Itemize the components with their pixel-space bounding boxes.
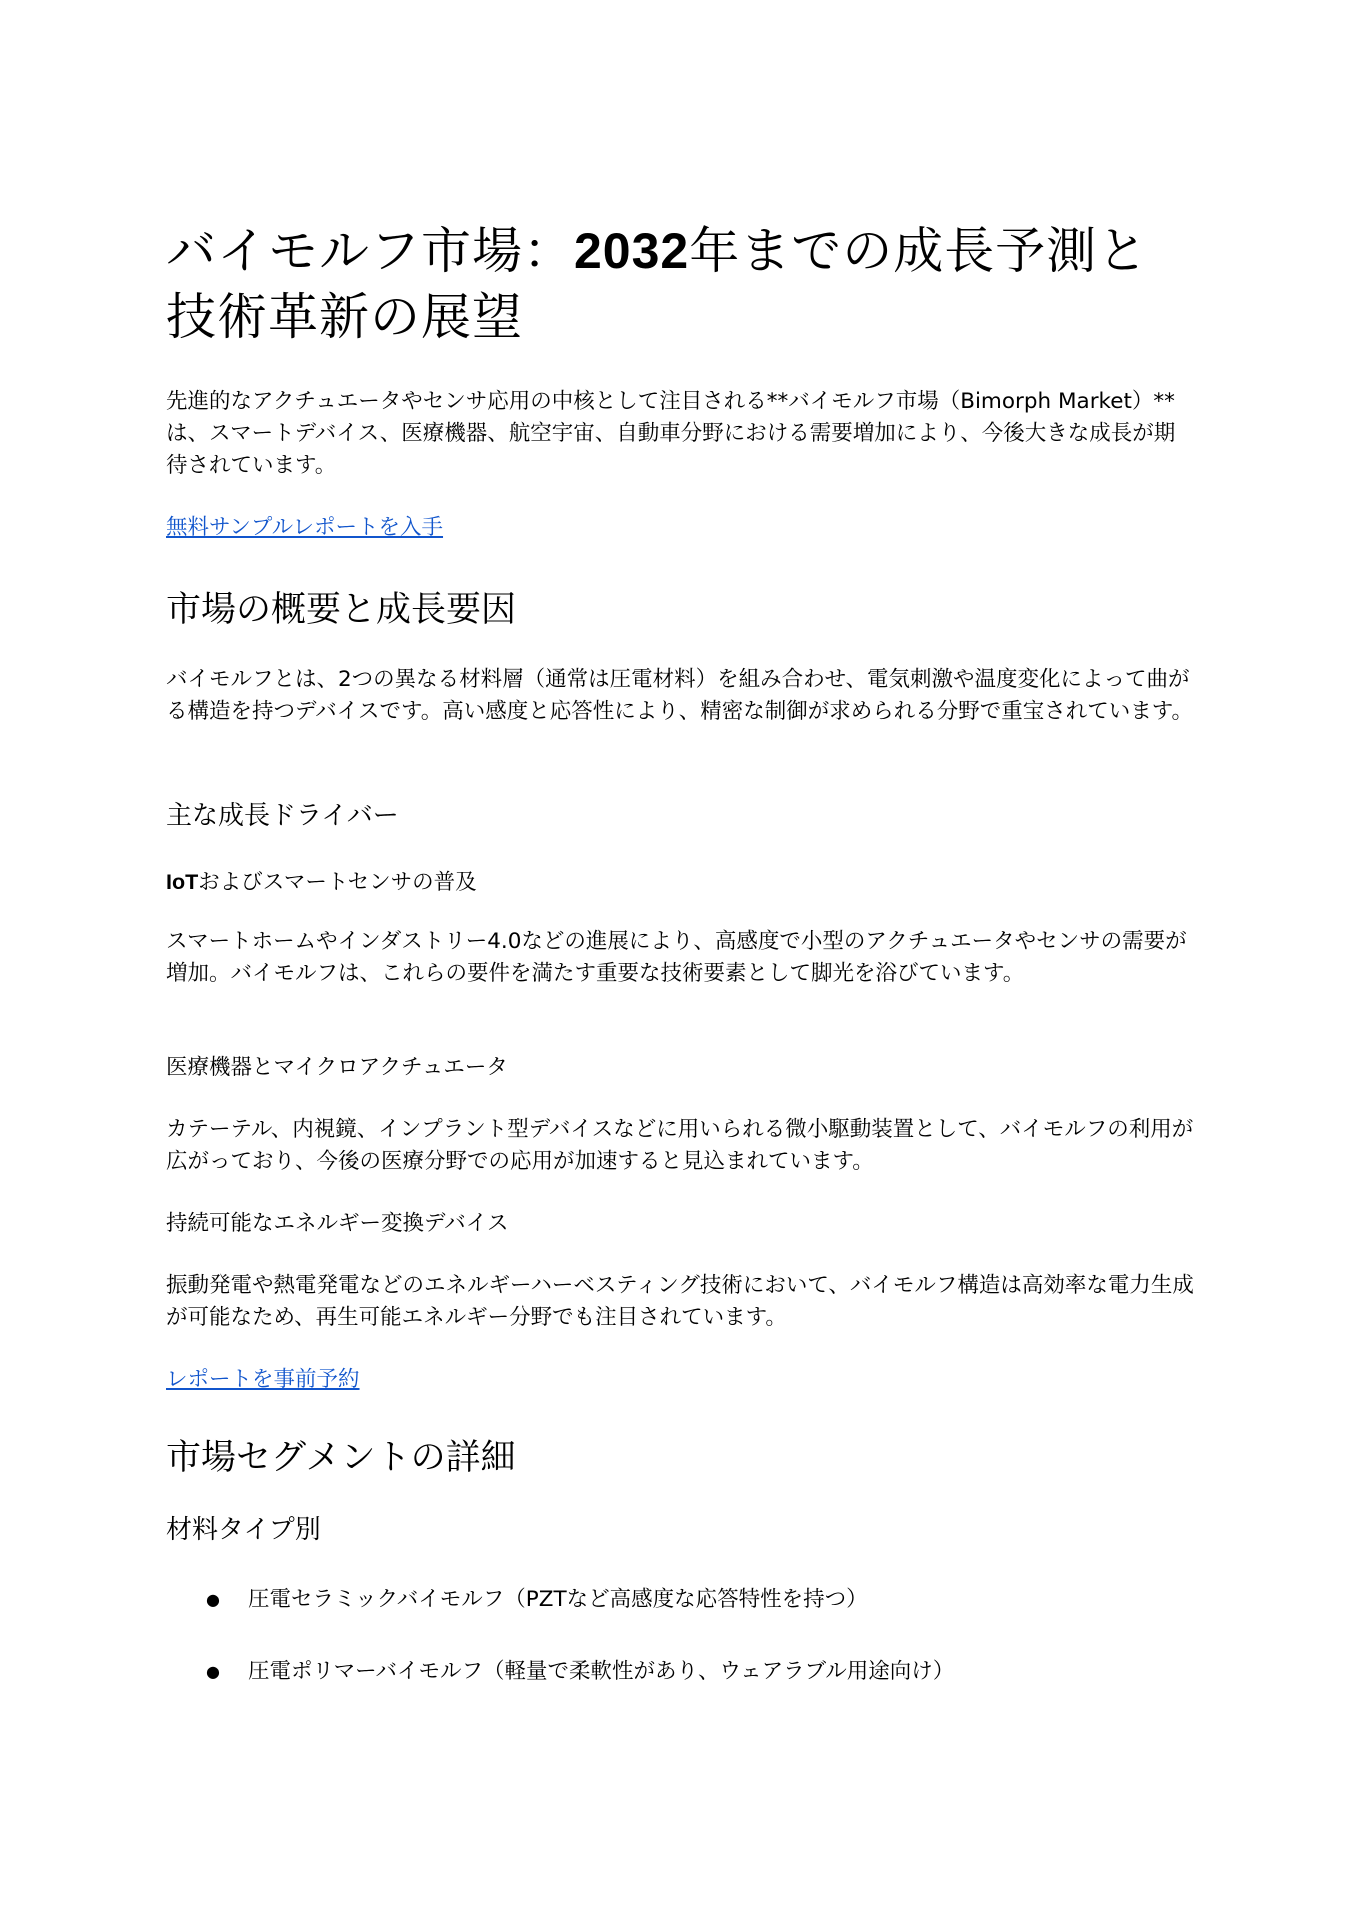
title-part2: 年までの成長予測と技術革新の展望 <box>166 222 1149 346</box>
list-item-text: 圧電ポリマーバイモルフ（軽量で柔軟性があり、ウェアラブル用途向け） <box>248 1659 955 1684</box>
material-type-list <box>166 1584 1196 1688</box>
driver-label-iot-rest: およびスマートセンサの普及 <box>198 870 477 895</box>
driver-label-iot <box>166 866 477 899</box>
subheading-material-type: 材料タイプ別 <box>166 1515 321 1545</box>
subheading-growth-drivers: 主な成長ドライバー <box>166 801 399 831</box>
bullet-icon: ● <box>206 1590 220 1609</box>
bullet-icon: ● <box>206 1662 220 1681</box>
driver-text-medical: カテーテル、内視鏡、インプラント型デバイスなどに用いられる微小駆動装置として、バイモルフの利用が広がっており、今後の医療分野での応用が加速すると見込まれています。 <box>166 1117 1194 1174</box>
list-item-text: 圧電セラミックバイモルフ（PZTなど高感度な応答特性を持つ） <box>248 1587 868 1612</box>
section-heading-segments: 市場セグメントの詳細 <box>166 1438 516 1478</box>
overview-paragraph: バイモルフとは、2つの異なる材料層（通常は圧電材料）を組み合わせ、電気刺激や温度変化によって曲がる構造を持つデバイスです。高い感度と応答性により、精密な制御が求められる分野で重宝されています。 <box>166 667 1194 724</box>
title-year: 2032 <box>574 223 690 279</box>
driver-label-energy: 持続可能なエネルギー変換デバイス <box>166 1211 509 1236</box>
page-title <box>166 218 1196 350</box>
list-item <box>166 1584 1196 1616</box>
driver-label-medical: 医療機器とマイクロアクチュエータ <box>166 1055 508 1080</box>
intro-paragraph: 先進的なアクチュエータやセンサ応用の中核として注目される**バイモルフ市場（Bimorph Market）**は、スマートデバイス、医療機器、航空宇宙、自動車分野における需要増加により、今後大きな成長が期待されています。 <box>166 389 1176 478</box>
free-sample-link[interactable]: 無料サンプルレポートを入手 <box>166 515 444 540</box>
driver-text-energy: 振動発電や熱電発電などのエネルギーハーベスティング技術において、バイモルフ構造は高効率な電力生成が可能なため、再生可能エネルギー分野でも注目されています。 <box>166 1273 1194 1330</box>
list-item <box>166 1656 1196 1688</box>
title-part1: バイモルフ市場： <box>166 222 574 280</box>
driver-text-iot: スマートホームやインダストリー4.0などの進展により、高感度で小型のアクチュエータやセンサの需要が増加。バイモルフは、これらの要件を満たす重要な技術要素として脚光を浴びています。 <box>166 929 1187 986</box>
preorder-report-link[interactable]: レポートを事前予約 <box>166 1367 360 1392</box>
driver-label-iot-en: IoT <box>166 870 199 894</box>
section-heading-overview: 市場の概要と成長要因 <box>166 590 517 630</box>
